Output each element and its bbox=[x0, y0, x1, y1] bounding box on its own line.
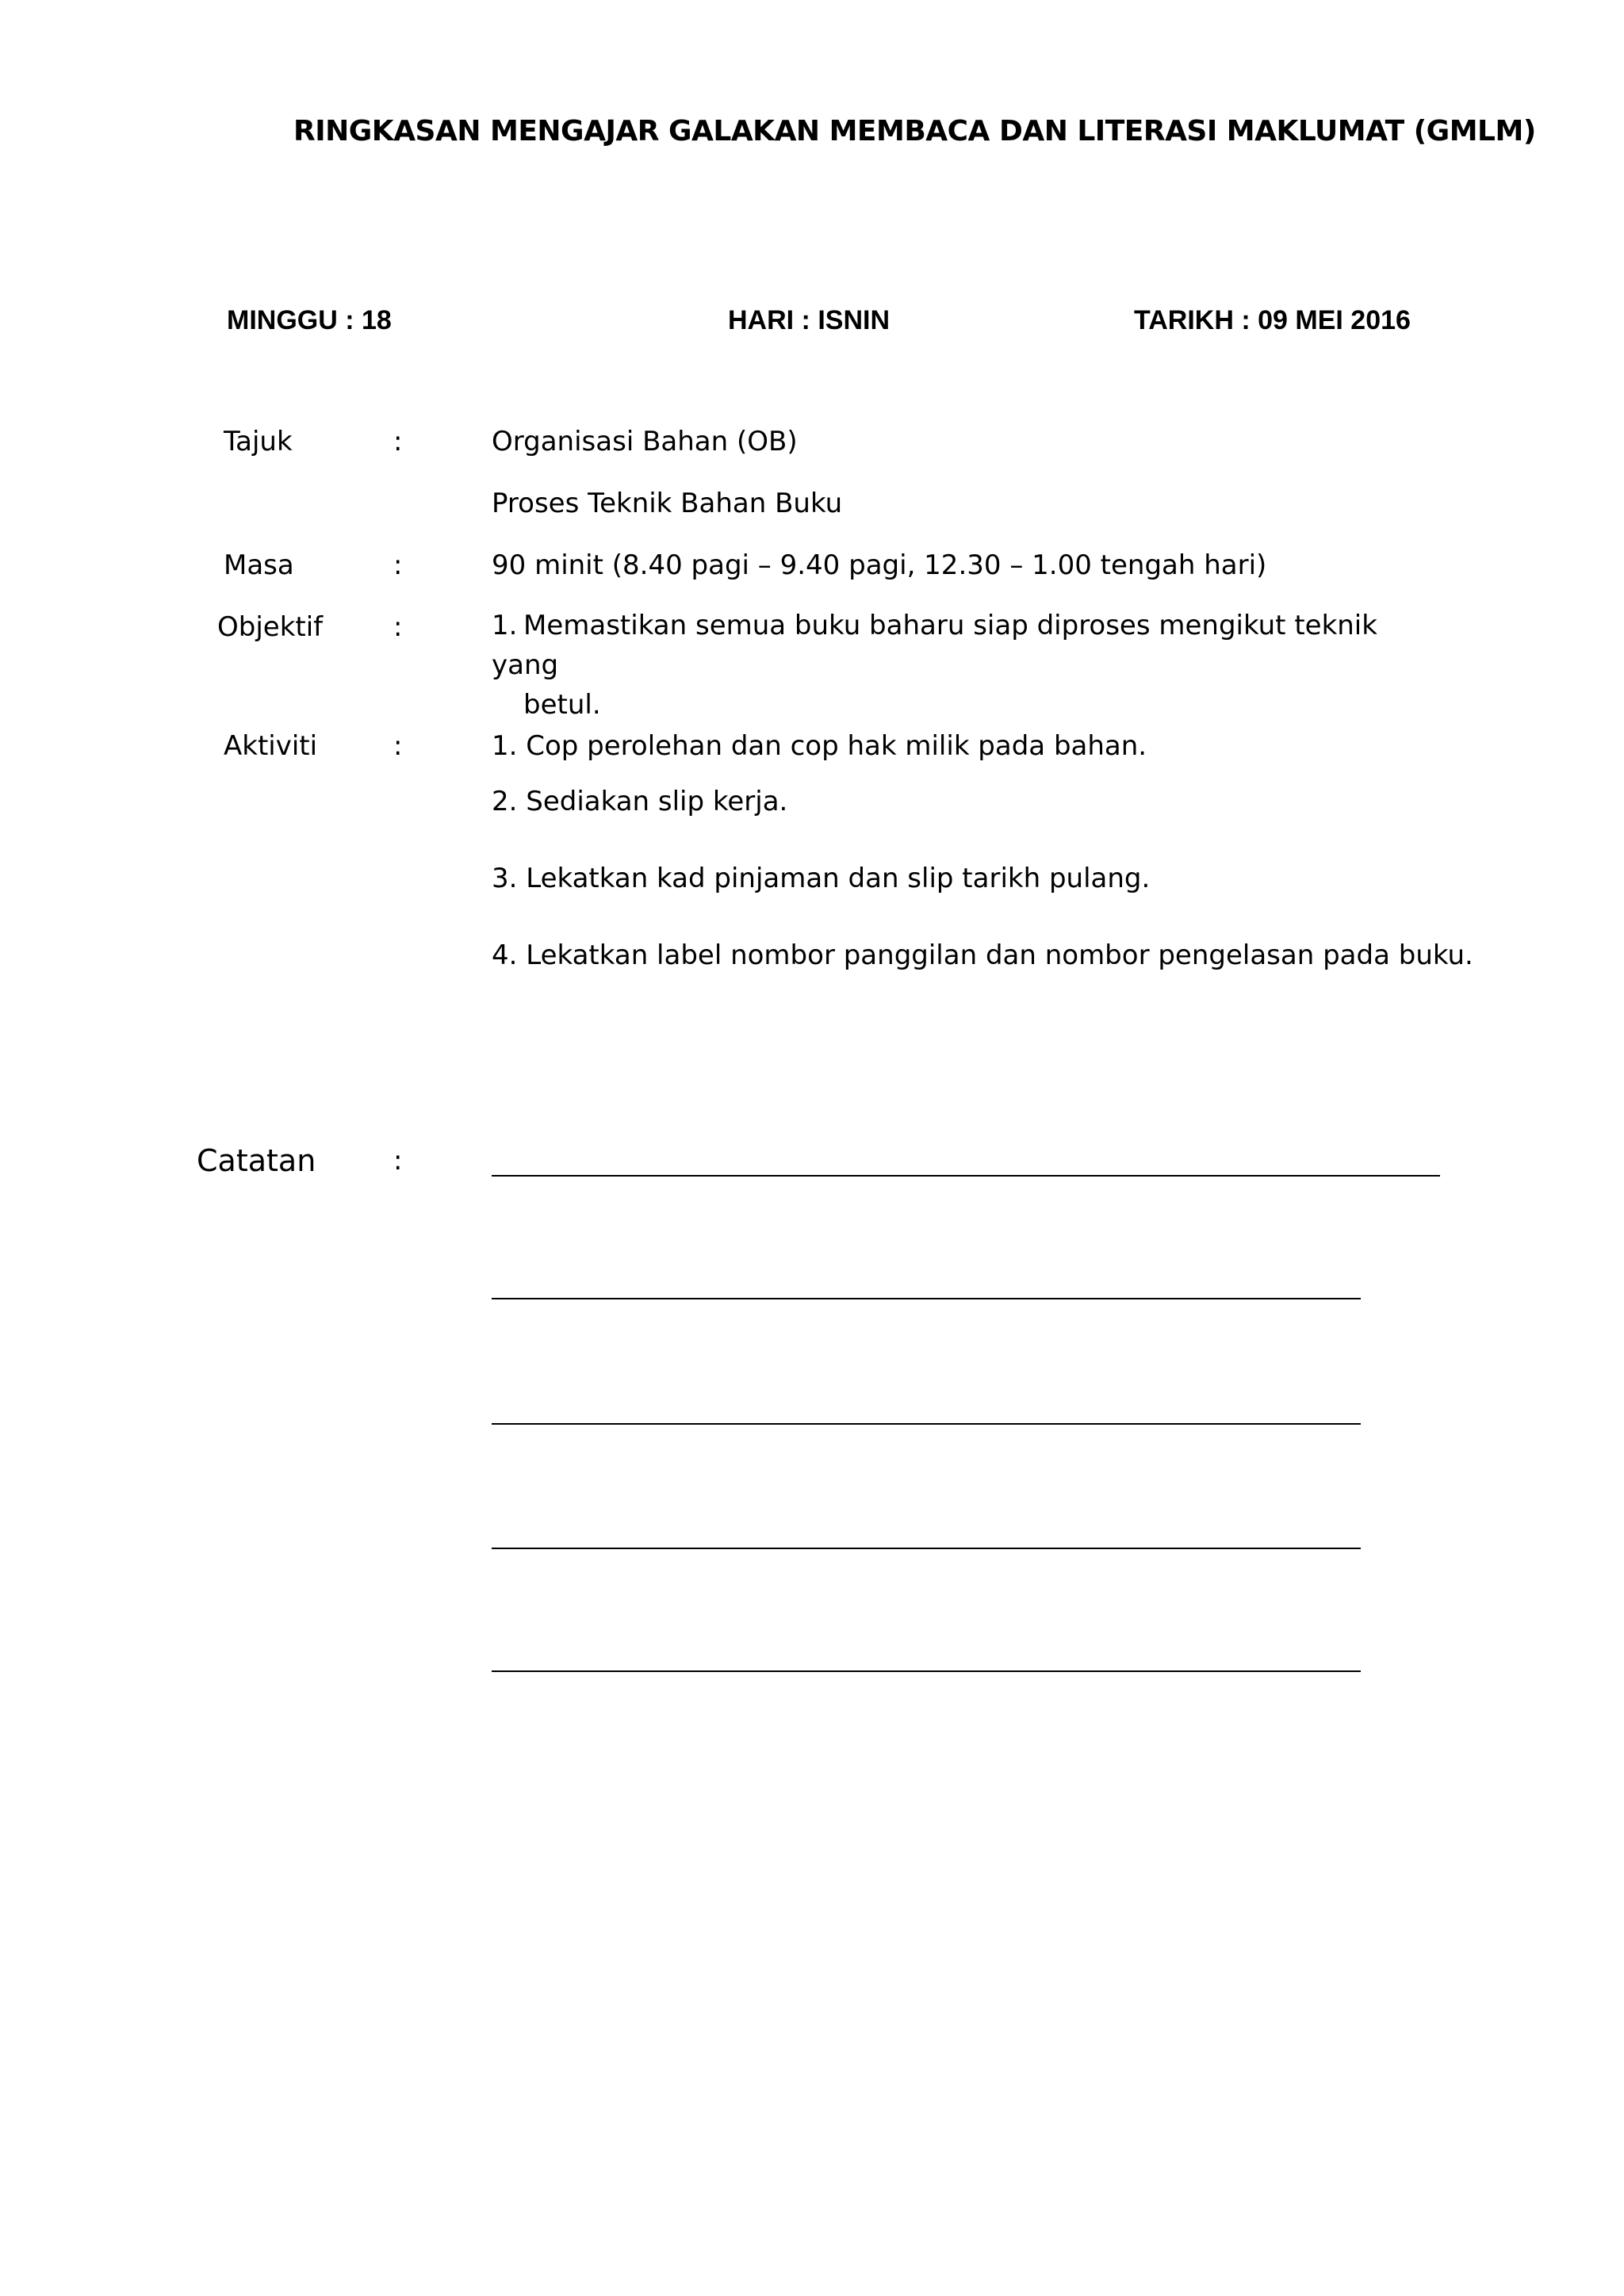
objektif-colon: : bbox=[393, 611, 403, 643]
tajuk-label: Tajuk bbox=[224, 426, 293, 457]
masa-value: 90 minit (8.40 pagi – 9.40 pagi, 12.30 – 1.00 tengah hari) bbox=[492, 549, 1267, 581]
objektif-line1: Memastikan semua buku baharu siap diproses mengikut teknik yang bbox=[492, 610, 1377, 681]
week-label: MINGGU : 18 bbox=[227, 305, 392, 335]
objektif-line2: betul. bbox=[523, 689, 601, 721]
day-label: HARI : ISNIN bbox=[728, 305, 890, 335]
objektif-value bbox=[492, 606, 1396, 725]
note-line[interactable] bbox=[492, 1548, 1361, 1549]
date-label: TARIKH : 09 MEI 2016 bbox=[1134, 305, 1411, 335]
masa-colon: : bbox=[393, 549, 403, 581]
tajuk-colon: : bbox=[393, 426, 403, 457]
aktiviti-item: 2. Sediakan slip kerja. bbox=[492, 786, 788, 817]
aktiviti-colon: : bbox=[393, 730, 403, 762]
tajuk-value-line1: Organisasi Bahan (OB) bbox=[492, 426, 798, 457]
note-line[interactable] bbox=[492, 1423, 1361, 1425]
catatan-label: Catatan bbox=[197, 1143, 316, 1178]
aktiviti-label: Aktiviti bbox=[224, 730, 318, 762]
tajuk-value-line2: Proses Teknik Bahan Buku bbox=[492, 488, 843, 519]
aktiviti-item: 1. Cop perolehan dan cop hak milik pada bahan. bbox=[492, 730, 1147, 762]
masa-label: Masa bbox=[224, 549, 294, 581]
objektif-label: Objektif bbox=[217, 611, 324, 643]
catatan-colon: : bbox=[393, 1145, 403, 1177]
document-title: RINGKASAN MENGAJAR GALAKAN MEMBACA DAN LITERASI MAKLUMAT (GMLM) bbox=[293, 115, 1536, 147]
aktiviti-item: 4. Lekatkan label nombor panggilan dan nombor pengelasan pada buku. bbox=[492, 939, 1473, 971]
note-line[interactable] bbox=[492, 1175, 1440, 1177]
note-line[interactable] bbox=[492, 1298, 1361, 1299]
aktiviti-item: 3. Lekatkan kad pinjaman dan slip tarikh pulang. bbox=[492, 863, 1151, 894]
objektif-number: 1. bbox=[492, 610, 518, 641]
note-line[interactable] bbox=[492, 1670, 1361, 1672]
